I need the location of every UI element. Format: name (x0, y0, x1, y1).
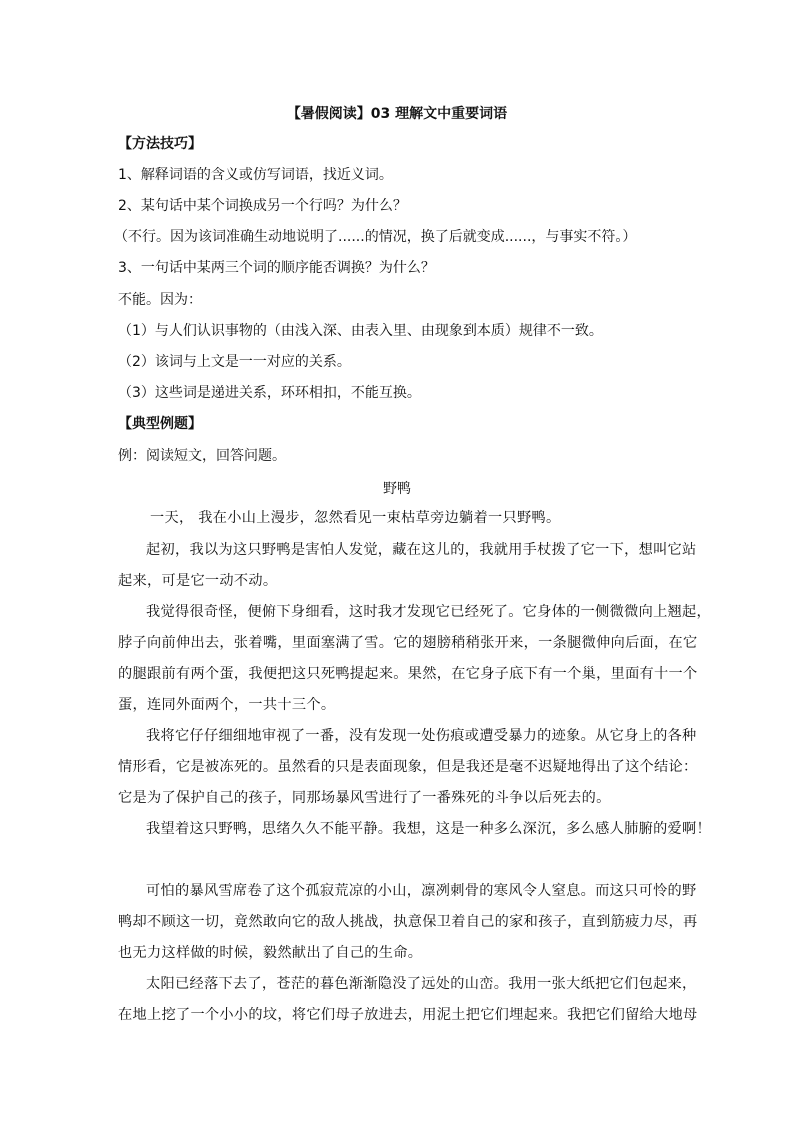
story-paragraph-1 (118, 503, 678, 534)
story-paragraph-2 (118, 535, 697, 597)
paragraph-line: 它是为了保护自己的孩子，同那场暴风雪进行了一番殊死的斗争以后死去的。 (118, 790, 611, 806)
reason-2: （2）该词与上文是一一对应的关系。 (118, 354, 351, 370)
story-paragraph-7 (118, 969, 698, 1031)
paragraph-line: 脖子向前伸出去，张着嘴，里面塞满了雪。它的翅膀稍稍张开来，一条腿微伸向后面，在它 (118, 635, 698, 651)
paragraph-line: 鸭却不顾这一切，竟然敢向它的敌人挑战，执意保卫着自己的家和孩子，直到筋疲力尽，再 (118, 914, 698, 930)
tip-2-answer: （不行。因为该词准确生动地说明了......的情况，换了后就变成......，与事实不符。） (114, 229, 637, 245)
section-heading-example: 【典型例题】 (118, 416, 202, 432)
example-intro: 例：阅读短文，回答问题。 (118, 448, 286, 464)
story-paragraph-3 (118, 597, 712, 721)
page-title: 【暑假阅读】03 理解文中重要词语 (286, 106, 508, 122)
paragraph-line: 我望着这只野鸭，思绪久久不能平静。我想，这是一种多么深沉，多么感人肺腑的爱啊！ (146, 821, 712, 837)
paragraph-line: 一天， 我在小山上漫步，忽然看见一束枯草旁边躺着一只野鸭。 (150, 510, 561, 526)
paragraph-line: 也无力这样做的时候，毅然献出了自己的生命。 (118, 945, 423, 961)
story-paragraph-5 (118, 814, 712, 845)
story-title: 野鸭 (383, 481, 411, 497)
paragraph-line: 起来，可是它一动不动。 (118, 573, 278, 589)
tip-2: 2、某句话中某个词换成另一个行吗？为什么？ (118, 198, 407, 214)
tip-3-answer: 不能。因为： (118, 292, 202, 308)
paragraph-line: 我将它仔仔细细地审视了一番，没有发现一处伤痕或遭受暴力的迹象。从它身上的各种 (146, 728, 697, 744)
story-paragraph-6 (118, 876, 698, 969)
paragraph-line: 可怕的暴风雪席卷了这个孤寂荒凉的小山，凛冽刺骨的寒风令人窒息。而这只可怜的野 (146, 883, 697, 899)
paragraph-line: 起初，我以为这只野鸭是害怕人发觉，藏在这儿的，我就用手杖拨了它一下，想叫它站 (146, 542, 697, 558)
tip-1: 1、解释词语的含义或仿写词语，找近义词。 (118, 167, 393, 183)
story-paragraph-4 (118, 721, 698, 814)
tip-3: 3、一句话中某两三个词的顺序能否调换？为什么？ (118, 260, 435, 276)
paragraph-line: 在地上挖了一个小小的坟，将它们母子放进去，用泥土把它们埋起来。我把它们留给大地母 (118, 1007, 698, 1023)
paragraph-line: 的腿跟前有两个蛋，我便把这只死鸭提起来。果然，在它身子底下有一个巢，里面有十一个 (118, 666, 698, 682)
reason-3: （3）这些词是递进关系，环环相扣，不能互换。 (118, 385, 421, 401)
paragraph-line: 蛋，连同外面两个，一共十三个。 (118, 697, 336, 713)
paragraph-line: 我觉得很奇怪，便俯下身细看，这时我才发现它已经死了。它身体的一侧微微向上翘起， (146, 604, 712, 620)
section-heading-method: 【方法技巧】 (118, 136, 202, 152)
reason-1: （1）与人们认识事物的（由浅入深、由表入里、由现象到本质）规律不一致。 (118, 323, 603, 339)
paragraph-line: 太阳已经落下去了，苍茫的暮色渐渐隐没了远处的山峦。我用一张大纸把它们包起来， (146, 976, 697, 992)
paragraph-line: 情形看，它是被冻死的。虽然看的只是表面现象，但是我还是毫不迟疑地得出了这个结论： (118, 759, 698, 775)
